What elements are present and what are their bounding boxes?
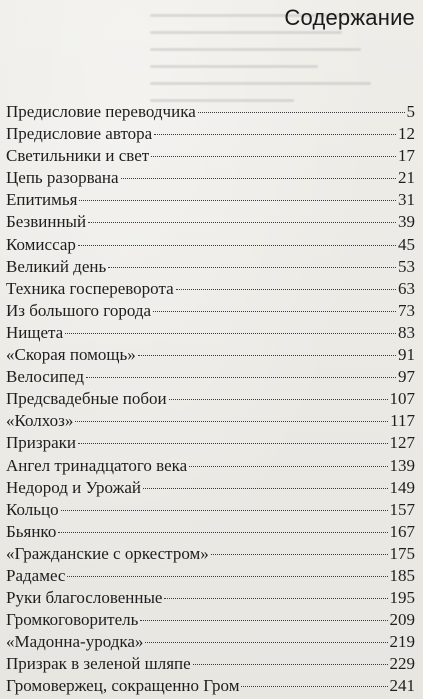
dot-leader — [78, 245, 396, 246]
toc-entry-page-number: 91 — [398, 345, 415, 365]
toc-entry-title: Епитимья — [6, 190, 78, 210]
toc-entry-page-number: 157 — [389, 499, 415, 519]
dot-leader — [140, 620, 387, 621]
toc-entry-page-number: 53 — [398, 256, 415, 276]
toc-entry-page-number: 39 — [398, 212, 415, 232]
toc-entry-title: Недород и Урожай — [6, 477, 142, 497]
toc-entry — [6, 543, 415, 565]
toc-entry — [6, 234, 415, 256]
toc-entry-page-number: 83 — [398, 322, 415, 342]
toc-entry-title: Громовержец, сокращенно Гром — [6, 676, 240, 696]
toc-entry — [6, 675, 415, 697]
toc-entry-title: Великий день — [6, 256, 107, 276]
toc-entry-page-number: 117 — [390, 411, 415, 431]
dot-leader — [88, 222, 396, 223]
toc-entry-title: Ангел тринадцатого века — [6, 455, 188, 475]
toc-entry-title: «Мадонна-уродка» — [6, 632, 144, 652]
dot-leader — [138, 355, 396, 356]
dot-leader — [67, 576, 387, 577]
toc-entry-title: Цепь разорвана — [6, 168, 119, 188]
dot-leader — [164, 598, 387, 599]
toc-entry-page-number: 12 — [398, 124, 415, 144]
toc-entry-page-number: 73 — [398, 300, 415, 320]
toc-entry-page-number: 107 — [389, 389, 415, 409]
toc-entry — [6, 609, 415, 631]
toc-entry-page-number: 175 — [389, 543, 415, 563]
toc-entry — [6, 256, 415, 278]
dot-leader — [79, 200, 396, 201]
dot-leader — [61, 510, 388, 511]
toc-entry — [6, 300, 415, 322]
toc-entry-page-number: 97 — [398, 367, 415, 387]
dot-leader — [176, 289, 396, 290]
toc-entry-title: Кольцо — [6, 499, 59, 519]
dot-leader — [151, 156, 396, 157]
toc-entry — [6, 521, 415, 543]
toc-entry-title: Предисловие автора — [6, 124, 153, 144]
toc-entry — [6, 499, 415, 521]
toc-entry — [6, 167, 415, 189]
table-of-contents — [6, 101, 415, 698]
page-title: Содержание — [284, 5, 415, 30]
toc-entry — [6, 211, 415, 233]
toc-entry-page-number: 149 — [389, 477, 415, 497]
dot-leader — [153, 311, 396, 312]
toc-entry-title: Комиссар — [6, 234, 76, 254]
toc-entry-title: Велосипед — [6, 367, 85, 387]
dot-leader — [211, 554, 388, 555]
toc-entry-title: Бьянко — [6, 521, 57, 541]
toc-entry-title: Радамес — [6, 565, 66, 585]
dot-leader — [86, 377, 396, 378]
toc-entry — [6, 587, 415, 609]
toc-entry — [6, 145, 415, 167]
toc-entry — [6, 653, 415, 675]
toc-entry — [6, 278, 415, 300]
toc-entry-page-number: 127 — [389, 433, 415, 453]
toc-entry — [6, 455, 415, 477]
dot-leader — [189, 466, 387, 467]
toc-entry — [6, 366, 415, 388]
toc-entry-page-number: 5 — [406, 102, 415, 121]
toc-entry — [6, 101, 415, 123]
toc-entry — [6, 410, 415, 432]
toc-entry — [6, 477, 415, 499]
toc-entry-page-number: 139 — [389, 455, 415, 475]
toc-entry-page-number: 63 — [398, 278, 415, 298]
dot-leader — [193, 664, 388, 665]
dot-leader — [65, 333, 396, 334]
toc-entry — [6, 565, 415, 587]
dot-leader — [78, 443, 388, 444]
toc-entry-title: Призраки — [6, 433, 76, 453]
toc-entry-title: Из большого города — [6, 300, 152, 320]
toc-entry-page-number: 219 — [389, 632, 415, 652]
toc-entry-title: Светильники и свет — [6, 146, 150, 166]
dot-leader — [58, 532, 387, 533]
dot-leader — [121, 178, 396, 179]
toc-entry — [6, 322, 415, 344]
dot-leader — [154, 134, 396, 135]
toc-entry-title: Предисловие переводчика — [6, 102, 196, 121]
toc-entry-page-number: 209 — [389, 610, 415, 630]
toc-entry-page-number: 241 — [389, 676, 415, 696]
dot-leader — [169, 399, 388, 400]
toc-entry-title: «Колхоз» — [6, 411, 74, 431]
toc-entry-title: Техника госпереворота — [6, 278, 174, 298]
toc-entry-title: Предсвадебные побои — [6, 389, 167, 409]
toc-entry-title: «Скорая помощь» — [6, 345, 136, 365]
toc-entry-page-number: 17 — [398, 146, 415, 166]
toc-entry — [6, 631, 415, 653]
toc-entry — [6, 344, 415, 366]
dot-leader — [143, 488, 387, 489]
toc-entry-page-number: 45 — [398, 234, 415, 254]
toc-entry-title: «Гражданские с оркестром» — [6, 543, 209, 563]
dot-leader — [241, 686, 387, 687]
toc-entry-page-number: 195 — [389, 588, 415, 608]
toc-entry-page-number: 31 — [398, 190, 415, 210]
toc-entry-title: Руки благословенные — [6, 588, 163, 608]
toc-entry-page-number: 167 — [389, 521, 415, 541]
toc-entry — [6, 189, 415, 211]
dot-leader — [108, 267, 396, 268]
dot-leader — [198, 112, 405, 113]
toc-entry-page-number: 21 — [398, 168, 415, 188]
toc-entry-title: Громкоговоритель — [6, 610, 139, 630]
toc-entry-title: Безвинный — [6, 212, 87, 232]
toc-entry — [6, 388, 415, 410]
toc-entry — [6, 123, 415, 145]
toc-entry-title: Нищета — [6, 322, 64, 342]
toc-entry — [6, 432, 415, 454]
dot-leader — [145, 642, 387, 643]
toc-entry-page-number: 229 — [389, 654, 415, 674]
toc-entry-page-number: 185 — [389, 565, 415, 585]
toc-entry-title: Призрак в зеленой шляпе — [6, 654, 191, 674]
dot-leader — [75, 421, 388, 422]
